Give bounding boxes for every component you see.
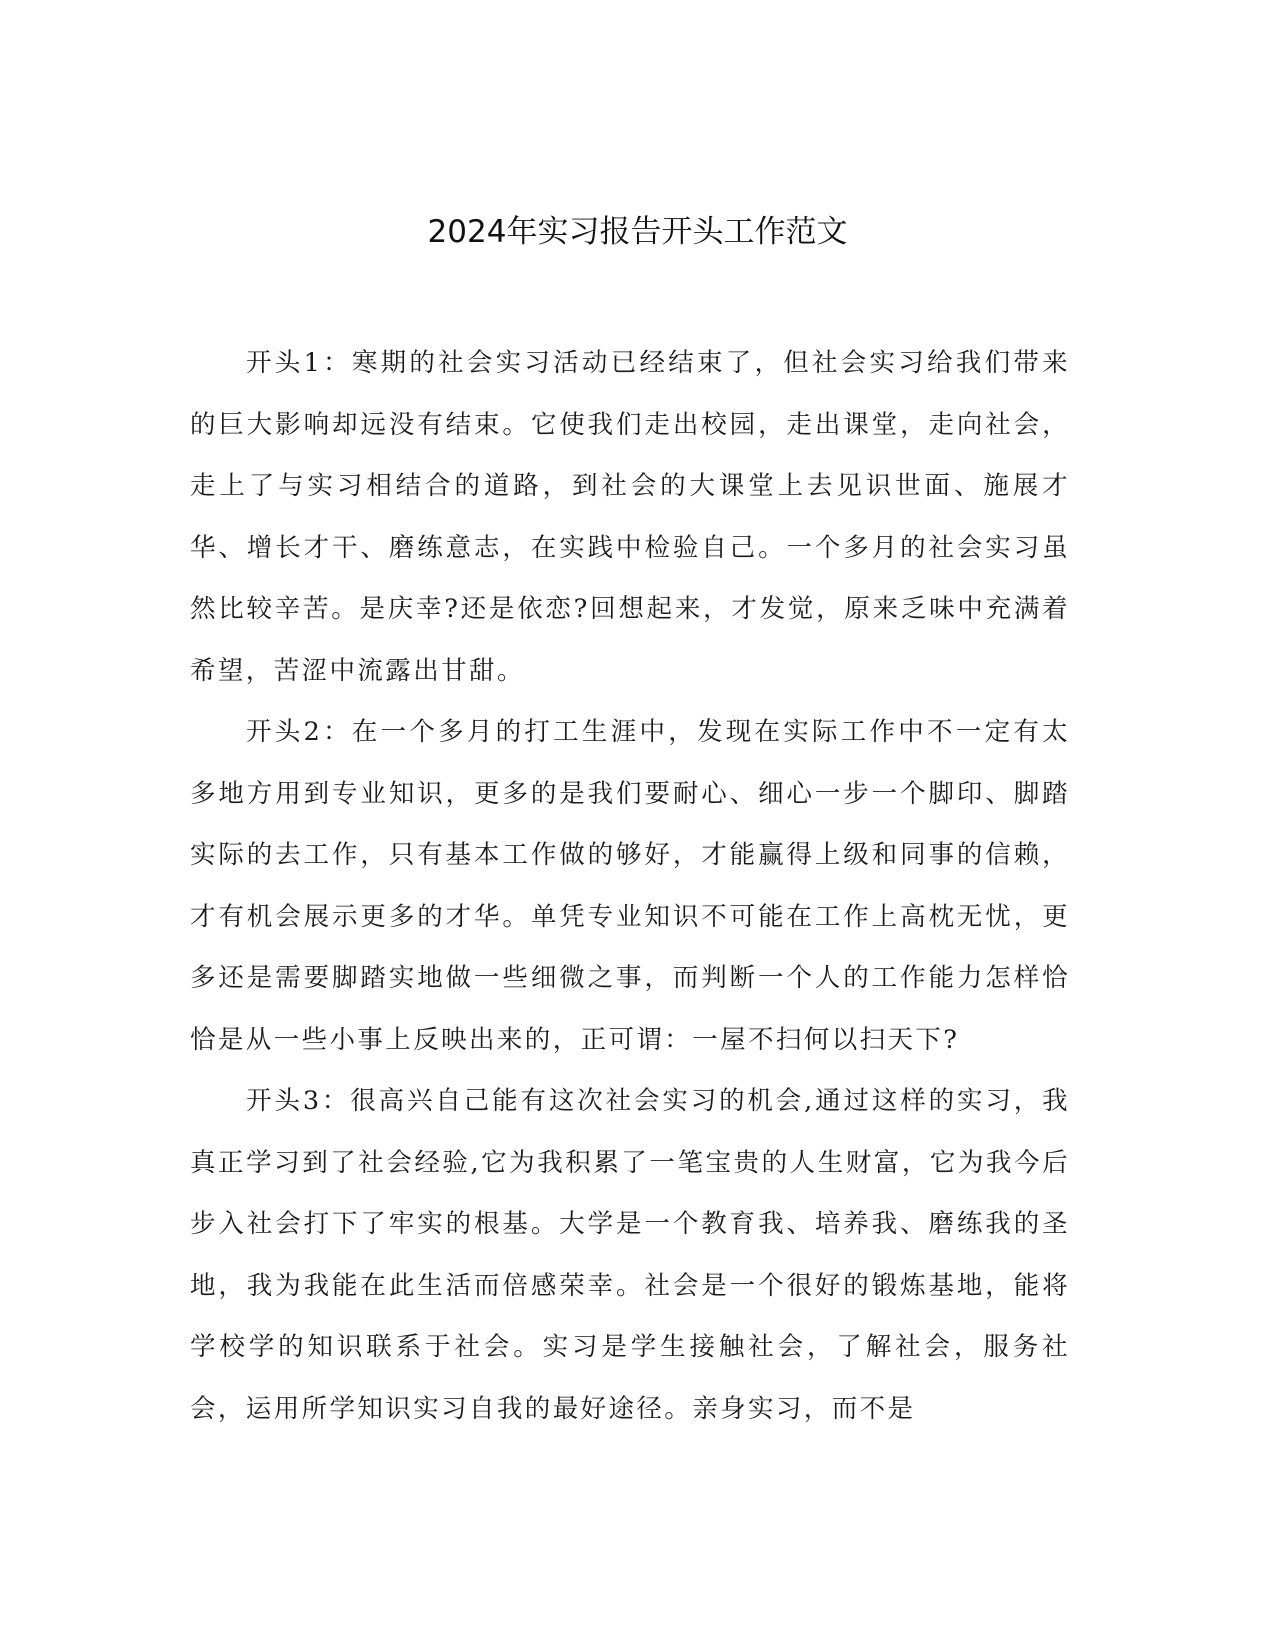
- document-body: [190, 333, 1070, 1440]
- paragraph-opening-2: 开头2：在一个多月的打工生涯中，发现在实际工作中不一定有太多地方用到专业知识，更多的是我们要耐心、细心一步一个脚印、脚踏实际的去工作，只有基本工作做的够好，才能赢得上级和同事的信赖，才有机会展示更多的才华。单凭专业知识不可能在工作上高枕无忧，更多还是需要脚踏实地做一些细微之事，而判断一个人的工作能力怎样恰恰是从一些小事上反映出来的，正可谓：一屋不扫何以扫天下?: [190, 717, 1070, 1055]
- document-title: 2024年实习报告开头工作范文: [427, 214, 848, 250]
- paragraph-opening-1: 开头1：寒期的社会实习活动已经结束了，但社会实习给我们带来的巨大影响却远没有结束。它使我们走出校园，走出课堂，走向社会，走上了与实习相结合的道路，到社会的大课堂上去见识世面、施展才华、增长才干、磨练意志，在实践中检验自己。一个多月的社会实习虽然比较辛苦。是庆幸?还是依恋?回想起来，才发觉，原来乏味中充满着希望，苦涩中流露出甘甜。: [190, 348, 1070, 686]
- paragraph-opening-3: 开头3：很高兴自己能有这次社会实习的机会,通过这样的实习，我真正学习到了社会经验,它为我积累了一笔宝贵的人生财富，它为我今后步入社会打下了牢实的根基。大学是一个教育我、培养我、磨练我的圣地，我为我能在此生活而倍感荣幸。社会是一个很好的锻炼基地，能将学校学的知识联系于社会。实习是学生接触社会，了解社会，服务社会，运用所学知识实习自我的最好途径。亲身实习，而不是: [190, 1086, 1070, 1424]
